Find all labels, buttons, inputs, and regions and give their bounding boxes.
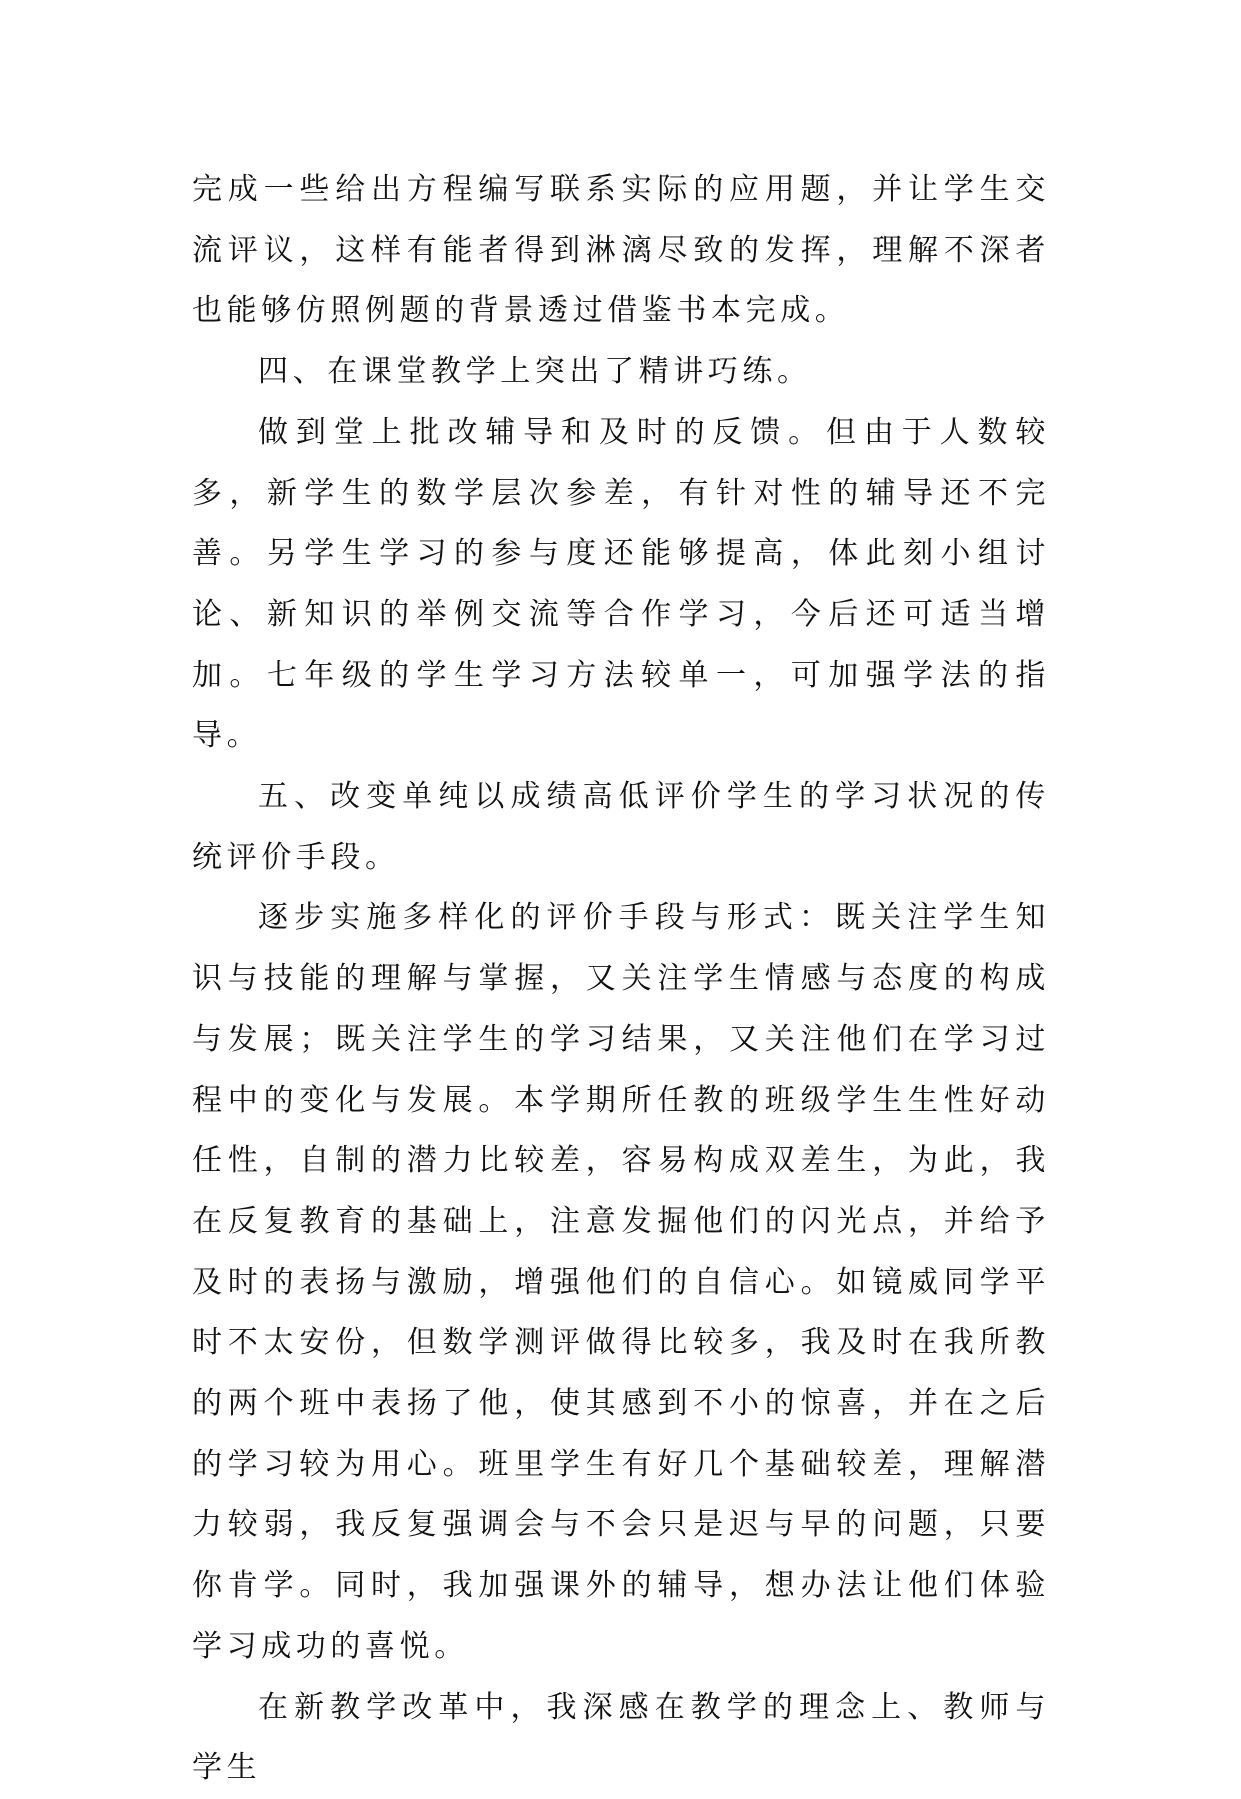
document-body — [192, 160, 1050, 1799]
paragraph-evaluation: 逐步实施多样化的评价手段与形式：既关注学生知识与技能的理解与掌握，又关注学生情感与态度的构成与发展；既关注学生的学习结果，又关注他们在学习过程中的变化与发展。本学期所任教的班级学生生性好动任性，自制的潜力比较差，容易构成双差生，为此，我在反复教育的基础上，注意发掘他们的闪光点，并给予及时的表扬与激励，增强他们的自信心。如镜威同学平时不太安份，但数学测评做得比较多，我及时在我所教的两个班中表扬了他，使其感到不小的惊喜，并在之后的学习较为用心。班里学生有好几个基础较差，理解潜力较弱，我反复强调会与不会只是迟与早的问题，只要你肯学。同时，我加强课外的辅导，想办法让他们体验学习成功的喜悦。 — [192, 900, 1050, 1664]
paragraph-feedback: 做到堂上批改辅导和及时的反馈。但由于人数较多，新学生的数学层次参差，有针对性的辅导还不完善。另学生学习的参与度还能够提高，体此刻小组讨论、新知识的举例交流等合作学习，今后还可适当增加。七年级的学生学习方法较单一，可加强学法的指导。 — [192, 414, 1050, 754]
paragraph-heading-four: 四、在课堂教学上突出了精讲巧练。 — [258, 354, 812, 390]
paragraph-reform: 在新教学改革中，我深感在教学的理念上、教师与学生 — [192, 1689, 1050, 1786]
paragraph-continuation: 完成一些给出方程编写联系实际的应用题，并让学生交流评议，这样有能者得到淋漓尽致的发挥，理解不深者也能够仿照例题的背景透过借鉴书本完成。 — [192, 172, 1050, 329]
paragraph-heading-five: 五、改变单纯以成绩高低评价学生的学习状况的传统评价手段。 — [192, 779, 1050, 875]
